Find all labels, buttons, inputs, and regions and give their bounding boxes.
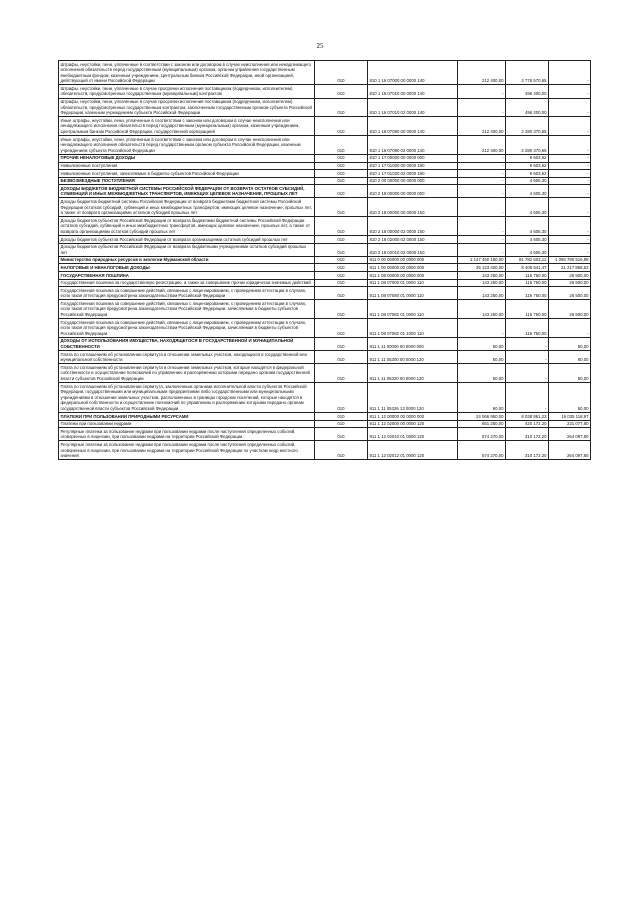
row-line-code-cell: 010 [315, 177, 368, 185]
row-executed-cell: - [506, 351, 549, 364]
row-executed-cell: 310 172,20 [506, 428, 549, 441]
row-line-code-cell: 010 [315, 217, 368, 236]
row-line-code-cell: 010 [315, 364, 368, 383]
row-executed-cell: 116 750,00 [506, 279, 549, 287]
row-income-code-cell: 811 1 11 05320 00 0000 120 [368, 364, 458, 383]
table-row [59, 413, 591, 421]
table-row [59, 319, 591, 338]
table-row [59, 98, 591, 117]
row-line-code-cell: 010 [315, 279, 368, 287]
row-income-code-cell: 810 2 00 00000 00 0000 000 [368, 177, 458, 185]
row-executed-cell: - [506, 364, 549, 383]
row-executed-cell: - [506, 383, 549, 413]
row-income-code-cell: 810 1 16 07090 02 0000 140 [368, 136, 458, 155]
row-unexecuted-cell: 26 500,00 [549, 300, 591, 319]
table-row [59, 428, 591, 441]
row-executed-cell: 4 605,30 [506, 236, 549, 244]
row-unexecuted-cell: 26 500,00 [549, 272, 591, 280]
row-approved-cell: - [458, 170, 506, 178]
row-income-code-cell: 810 2 18 02000 02 0000 150 [368, 236, 458, 244]
row-income-code-cell: 810 2 18 00000 02 0000 150 [368, 217, 458, 236]
row-name-cell: Государственная пошлина за совершение действий, связанных с лицензированием, с проведением аттестации в случаях, если такая аттестация предусмотрена законодательством Российской Федерации, зачисляемая в бюджеты субъектов Российской Федерации [59, 319, 315, 338]
row-name-cell: Плата по соглашениям об установлении сервитута в отношении земельных участков, которые находятся в федеральной собственности и осуществление полномочий по управлению и распоряжению которыми передано органам государственной власти субъектов Российской Федерации [59, 364, 315, 383]
row-unexecuted-cell: 231 077,80 [549, 420, 591, 428]
row-name-cell: ГОСУДАРСТВЕННАЯ ПОШЛИНА [59, 272, 315, 280]
row-income-code-cell: 811 1 08 00000 00 0000 000 [368, 272, 458, 280]
row-line-code-cell: 010 [315, 61, 368, 85]
row-name-cell: Штрафы, неустойки, пени, уплаченные в соответствии с законом или договором в случае неисполнения или ненадлежащего исполнения обязательств перед государственным (муниципальным) органом, органом управления государственным внебюджетным фондом, казенным учреждением, Центральным банком Российской Федерации, иной организацией, действующей от имени Российской Федерации [59, 61, 315, 85]
row-approved-cell: - [458, 177, 506, 185]
row-approved-cell: 143 250,00 [458, 279, 506, 287]
row-line-code-cell: 010 [315, 441, 368, 460]
row-approved-cell: - [458, 185, 506, 198]
row-approved-cell: - [458, 243, 506, 256]
row-executed-cell: 4 605,30 [506, 217, 549, 236]
row-executed-cell: 5 603,62 [506, 162, 549, 170]
row-line-code-cell: 010 [315, 154, 368, 162]
row-approved-cell: - [458, 162, 506, 170]
row-name-cell: Платежи при пользовании недрами [59, 420, 315, 428]
row-unexecuted-cell: - [549, 61, 591, 85]
row-income-code-cell: 810 1 17 01000 00 0000 180 [368, 162, 458, 170]
row-approved-cell: 143 250,00 [458, 272, 506, 280]
row-executed-cell: 8 405 541,47 [506, 264, 549, 272]
table-row [59, 198, 591, 217]
table-row [59, 256, 591, 264]
row-name-cell: Государственная пошлина за государственную регистрацию, а также за совершение прочих юридически значимых действий [59, 279, 315, 287]
row-unexecuted-cell: - [549, 162, 591, 170]
table-row [59, 117, 591, 136]
row-unexecuted-cell: - [549, 319, 591, 338]
table-row [59, 185, 591, 198]
row-unexecuted-cell: - [549, 236, 591, 244]
row-income-code-cell: 811 1 08 07082 01 1000 110 [368, 319, 458, 338]
table-row [59, 217, 591, 236]
row-approved-cell: 574 270,00 [458, 428, 506, 441]
row-unexecuted-cell: 60,00 [549, 351, 591, 364]
row-name-cell: Иные штрафы, неустойки, пени, уплаченные в соответствии с законом или договором в случае неисполнения или ненадлежащего исполнения обязательств перед государственным (муниципальным) органом, казенным учреждением, Центральным банком Российской Федерации, государственной корпорацией [59, 117, 315, 136]
row-unexecuted-cell: - [549, 198, 591, 217]
table-row [59, 272, 591, 280]
row-line-code-cell: 010 [315, 243, 368, 256]
row-income-code-cell: 811 1 11 05326 13 0000 120 [368, 383, 458, 413]
row-name-cell: Невыясненные поступления, зачисляемые в бюджеты субъектов Российской Федерации [59, 170, 315, 178]
row-executed-cell: 420 172,20 [506, 420, 549, 428]
row-income-code-cell: 811 0 00 00000 00 0000 000 [368, 256, 458, 264]
row-line-code-cell: 010 [315, 287, 368, 300]
table-row [59, 162, 591, 170]
row-approved-cell: 212 400,00 [458, 136, 506, 155]
row-income-code-cell: 810 1 16 07010 00 0000 140 [368, 85, 458, 98]
row-income-code-cell: 810 2 18 00000 00 0000 000 [368, 185, 458, 198]
table-row [59, 300, 591, 319]
row-executed-cell: 116 750,00 [506, 287, 549, 300]
table-row [59, 287, 591, 300]
row-approved-cell: 143 250,00 [458, 287, 506, 300]
row-name-cell: Государственная пошлина за совершение действий, связанных с лицензированием, с проведением аттестации в случаях, если такая аттестация предусмотрена законодательством Российской Федерации [59, 287, 315, 300]
row-income-code-cell: 811 1 11 00000 00 0000 000 [368, 337, 458, 350]
row-approved-cell: - [458, 85, 506, 98]
row-executed-cell: 4 605,30 [506, 177, 549, 185]
row-unexecuted-cell: 26 500,00 [549, 279, 591, 287]
row-name-cell: ДОХОДЫ ОТ ИСПОЛЬЗОВАНИЯ ИМУЩЕСТВА, НАХОДЯЩЕГОСЯ В ГОСУДАРСТВЕННОЙ И МУНИЦИПАЛЬНОЙ СОБСТВЕННОСТИ [59, 337, 315, 350]
row-unexecuted-cell: 1 065 790 516,88 [549, 256, 591, 264]
page-number: 25 [316, 42, 324, 50]
row-income-code-cell: 811 1 12 02012 01 0000 120 [368, 441, 458, 460]
table-row [59, 61, 591, 85]
row-approved-cell: 212 400,00 [458, 61, 506, 85]
row-name-cell: Регулярные платежи за пользование недрами при пользовании недрами после наступления определенных событий, оговоренных в лицензии, при пользовании недрами на территории Российской Федерации по участкам недр местного значения [59, 441, 315, 460]
row-name-cell: БЕЗВОЗМЕЗДНЫЕ ПОСТУПЛЕНИЯ [59, 177, 315, 185]
row-unexecuted-cell: - [549, 136, 591, 155]
row-income-code-cell: 811 1 11 05300 00 0000 120 [368, 351, 458, 364]
row-income-code-cell: 811 1 12 00000 00 0000 000 [368, 413, 458, 421]
table-body [59, 61, 591, 460]
row-line-code-cell: 010 [315, 256, 368, 264]
row-executed-cell: 116 750,00 [506, 319, 549, 338]
row-line-code-cell: 010 [315, 264, 368, 272]
table-row [59, 279, 591, 287]
row-approved-cell: - [458, 198, 506, 217]
row-income-code-cell: 811 1 12 02010 01 0000 120 [368, 428, 458, 441]
row-unexecuted-cell: - [549, 117, 591, 136]
table-row [59, 136, 591, 155]
row-income-code-cell: 810 1 17 01020 02 0000 180 [368, 170, 458, 178]
row-approved-cell: 24 066 950,00 [458, 413, 506, 421]
table-row [59, 170, 591, 178]
table-row [59, 364, 591, 383]
row-unexecuted-cell: - [549, 98, 591, 117]
row-unexecuted-cell: 264 097,80 [549, 428, 591, 441]
row-unexecuted-cell: - [549, 217, 591, 236]
table-row [59, 177, 591, 185]
row-line-code-cell: 010 [315, 351, 368, 364]
row-line-code-cell: 010 [315, 98, 368, 117]
row-approved-cell: - [458, 217, 506, 236]
row-executed-cell: 8 038 861,23 [506, 413, 549, 421]
table-row [59, 85, 591, 98]
row-approved-cell: 60,00 [458, 364, 506, 383]
row-income-code-cell: 811 1 08 07080 01 0000 110 [368, 287, 458, 300]
row-approved-cell: 212 400,00 [458, 117, 506, 136]
row-line-code-cell: 010 [315, 85, 368, 98]
row-line-code-cell: 010 [315, 300, 368, 319]
row-unexecuted-cell: 60,00 [549, 364, 591, 383]
row-line-code-cell: 010 [315, 136, 368, 155]
row-income-code-cell: 811 1 00 00000 00 0000 000 [368, 264, 458, 272]
row-executed-cell: 2 280 370,65 [506, 117, 549, 136]
row-income-code-cell: 811 1 12 02000 00 0000 120 [368, 420, 458, 428]
row-name-cell: Министерство природных ресурсов и экологии Мурманской области [59, 256, 315, 264]
row-income-code-cell: 810 1 16 07090 00 0000 140 [368, 117, 458, 136]
row-name-cell: Плата по соглашениям об установлении сервитута в отношении земельных участков, находящихся в государственной или муниципальной собственности [59, 351, 315, 364]
row-executed-cell: 496 200,00 [506, 98, 549, 117]
row-approved-cell: 60,00 [458, 351, 506, 364]
row-income-code-cell: 810 2 18 02010 02 0000 150 [368, 243, 458, 256]
row-approved-cell: 60,00 [458, 383, 506, 413]
row-name-cell: Государственная пошлина за совершение действий, связанных с лицензированием, с проведением аттестации в случаях, если такая аттестация предусмотрена законодательством Российской Федерации, зачисляемая в бюджеты субъектов Российской Федерации [59, 300, 315, 319]
row-approved-cell: 60,00 [458, 337, 506, 350]
row-line-code-cell: 010 [315, 383, 368, 413]
row-line-code-cell: 010 [315, 117, 368, 136]
row-line-code-cell: 010 [315, 236, 368, 244]
table-row [59, 351, 591, 364]
row-executed-cell: 116 750,00 [506, 300, 549, 319]
row-approved-cell: 651 250,00 [458, 420, 506, 428]
row-unexecuted-cell: 60,00 [549, 383, 591, 413]
row-executed-cell: 5 603,62 [506, 170, 549, 178]
row-executed-cell: 81 782 503,12 [506, 256, 549, 264]
row-executed-cell: 496 200,00 [506, 85, 549, 98]
table-row [59, 243, 591, 256]
row-unexecuted-cell: 16 035 118,97 [549, 413, 591, 421]
row-unexecuted-cell: - [549, 85, 591, 98]
row-name-cell: Невыясненные поступления [59, 162, 315, 170]
row-line-code-cell: 010 [315, 198, 368, 217]
row-executed-cell: 5 603,62 [506, 154, 549, 162]
row-executed-cell: 2 280 370,65 [506, 136, 549, 155]
row-income-code-cell: 810 1 17 00000 00 0000 000 [368, 154, 458, 162]
row-approved-cell: 143 250,00 [458, 300, 506, 319]
table-row [59, 441, 591, 460]
row-approved-cell: 25 123 400,00 [458, 264, 506, 272]
budget-execution-table [58, 60, 591, 460]
table-row [59, 383, 591, 413]
row-line-code-cell: 010 [315, 272, 368, 280]
row-line-code-cell: 010 [315, 162, 368, 170]
row-approved-cell: - [458, 319, 506, 338]
table-row [59, 236, 591, 244]
row-name-cell: Регулярные платежи за пользование недрами при пользовании недрами после наступления определенных событий, оговоренных в лицензии, при пользовании недрами на территории Российской Федерации [59, 428, 315, 441]
row-unexecuted-cell: - [549, 185, 591, 198]
row-income-code-cell: 811 1 08 07082 01 0000 110 [368, 300, 458, 319]
row-name-cell: ПРОЧИЕ НЕНАЛОГОВЫЕ ДОХОДЫ [59, 154, 315, 162]
row-name-cell: ПЛАТЕЖИ ПРИ ПОЛЬЗОВАНИИ ПРИРОДНЫМИ РЕСУРСАМИ [59, 413, 315, 421]
row-name-cell: Иные штрафы, неустойки, пени, уплаченные в соответствии с законом или договором в случае неисполнения или ненадлежащего исполнения обязательств перед государственным органом субъекта Российской Федерации, казенным учреждением субъекта Российской Федерации [59, 136, 315, 155]
row-name-cell: ДОХОДЫ БЮДЖЕТОВ БЮДЖЕТНОЙ СИСТЕМЫ РОССИЙСКОЙ ФЕДЕРАЦИИ ОТ ВОЗВРАТА ОСТАТКОВ СУБСИДИЙ, СУБВЕНЦИЙ И ИНЫХ МЕЖБЮДЖЕТНЫХ ТРАНСФЕРТОВ, ИМЕЮЩИХ ЦЕЛЕВОЕ НАЗНАЧЕНИЕ, ПРОШЛЫХ ЛЕТ [59, 185, 315, 198]
row-approved-cell: 574 270,00 [458, 441, 506, 460]
row-executed-cell: 4 605,30 [506, 198, 549, 217]
row-income-code-cell: 810 2 18 00000 00 0000 150 [368, 198, 458, 217]
row-line-code-cell: 010 [315, 337, 368, 350]
row-unexecuted-cell: 21 217 858,53 [549, 264, 591, 272]
row-unexecuted-cell: - [549, 177, 591, 185]
row-unexecuted-cell: 264 097,80 [549, 441, 591, 460]
row-line-code-cell: 010 [315, 185, 368, 198]
row-name-cell: Плата по соглашениям об установлении сервитута, заключенным органами исполнительной власти субъектов Российской Федерации, государственными или муниципальными предприятиями либо государственными или муниципальными учреждениями в отношении земельных участков, расположенных в границах городских поселений, которые находятся в федеральной собственности и осуществление полномочий по управлению и распоряжению которыми передано органам государственной власти субъектов Российской Федерации [59, 383, 315, 413]
row-unexecuted-cell: 60,00 [549, 337, 591, 350]
row-income-code-cell: 810 1 16 07000 00 0000 140 [368, 61, 458, 85]
row-name-cell: Доходы бюджетов бюджетной системы Российской Федерации от возврата бюджетами бюджетной системы Российской Федерации остатков субсидий, субвенций и иных межбюджетных трансфертов, имеющих целевое назначение, прошлых лет, а также от возврата организациями остатков субсидий прошлых лет [59, 198, 315, 217]
row-line-code-cell: 010 [315, 319, 368, 338]
row-unexecuted-cell: 26 500,00 [549, 287, 591, 300]
row-unexecuted-cell: - [549, 243, 591, 256]
row-line-code-cell: 010 [315, 413, 368, 421]
row-executed-cell: 310 172,20 [506, 441, 549, 460]
row-line-code-cell: 010 [315, 428, 368, 441]
row-line-code-cell: 010 [315, 420, 368, 428]
row-name-cell: Штрафы, неустойки, пени, уплаченные в случае просрочки исполнения поставщиком (подрядчиком, исполнителем) обязательств, предусмотренных государственным (муниципальным) контрактом [59, 85, 315, 98]
row-unexecuted-cell: - [549, 154, 591, 162]
row-income-code-cell: 810 1 16 07010 02 0000 140 [368, 98, 458, 117]
table-row [59, 420, 591, 428]
table-row [59, 264, 591, 272]
row-executed-cell: - [506, 337, 549, 350]
row-name-cell: Доходы бюджетов субъектов Российской Федерации от возврата организациями остатков субсидий прошлых лет [59, 236, 315, 244]
row-approved-cell: 1 147 460 150,00 [458, 256, 506, 264]
table-row [59, 337, 591, 350]
row-executed-cell: 4 605,30 [506, 243, 549, 256]
row-name-cell: Доходы бюджетов субъектов Российской Федерации от возврата бюджетами бюджетной системы Российской Федерации остатков субсидий, субвенций и иных межбюджетных трансфертов, имеющих целевое назначение, прошлых лет, а также от возврата организациями остатков субсидий прошлых лет [59, 217, 315, 236]
row-executed-cell: 4 605,30 [506, 185, 549, 198]
row-name-cell: Штрафы, неустойки, пени, уплаченные в случае просрочки исполнения поставщиком (подрядчиком, исполнителем) обязательств, предусмотренных государственным контрактом, заключенным государственным органом субъекта Российской Федерации, казенным учреждением субъекта Российской Федерации [59, 98, 315, 117]
row-name-cell: НАЛОГОВЫЕ И НЕНАЛОГОВЫЕ ДОХОДЫ [59, 264, 315, 272]
row-approved-cell: - [458, 154, 506, 162]
row-executed-cell: 2 776 570,65 [506, 61, 549, 85]
row-executed-cell: 116 750,00 [506, 272, 549, 280]
row-income-code-cell: 811 1 08 07000 01 0000 110 [368, 279, 458, 287]
row-line-code-cell: 010 [315, 170, 368, 178]
row-unexecuted-cell: - [549, 170, 591, 178]
row-approved-cell: - [458, 98, 506, 117]
row-name-cell: Доходы бюджетов субъектов Российской Федерации от возврата бюджетными учреждениями остатков субсидий прошлых лет [59, 243, 315, 256]
row-approved-cell: - [458, 236, 506, 244]
table-row [59, 154, 591, 162]
